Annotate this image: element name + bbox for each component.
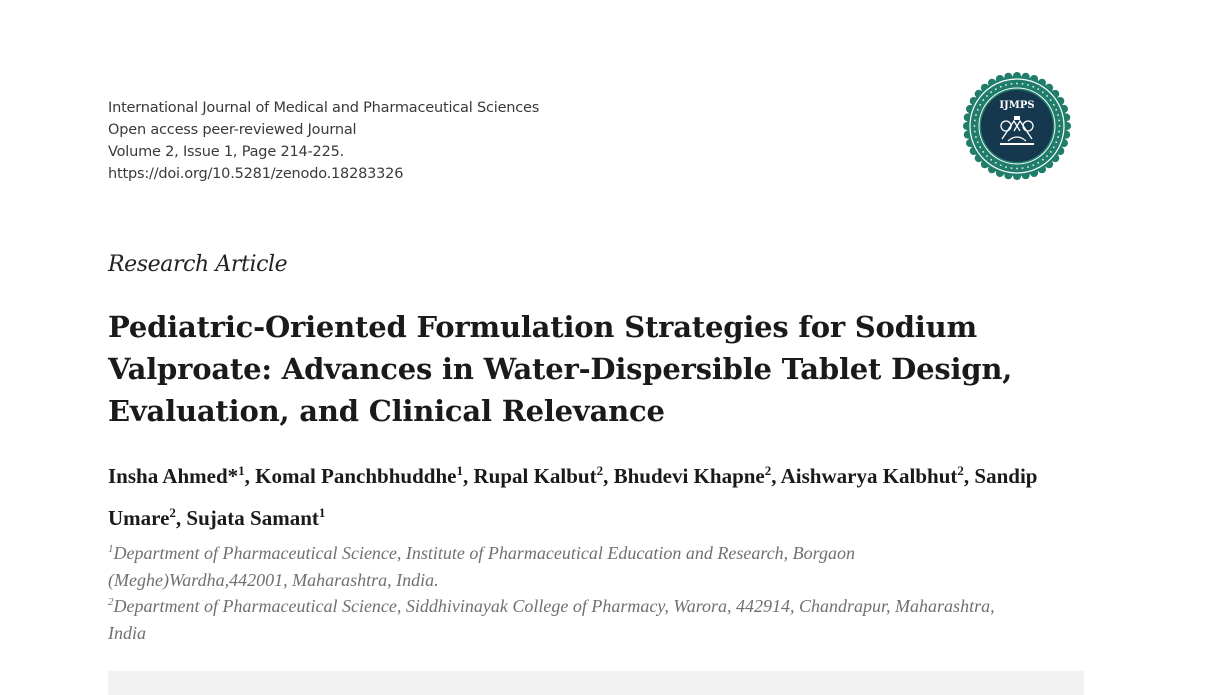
abstract-box xyxy=(108,671,1084,695)
affiliation-item xyxy=(108,540,1028,593)
journal-info xyxy=(108,97,539,185)
author-affiliation-mark: 2 xyxy=(764,463,772,478)
author-name: Bhudevi Khapne xyxy=(613,464,765,488)
author-name: Aishwarya Kalbhut xyxy=(780,464,958,488)
journal-seal-icon xyxy=(962,71,1072,181)
author-affiliation-mark: 2 xyxy=(596,463,604,478)
author-name: Insha Ahmed* xyxy=(108,464,239,488)
journal-doi-link[interactable]: https://doi.org/10.5281/zenodo.18283326 xyxy=(108,166,404,182)
author-separator: , xyxy=(462,464,474,488)
author-name: Sujata Samant xyxy=(186,506,319,530)
journal-access: Open access peer-reviewed Journal xyxy=(108,122,357,138)
affiliation-number: 2 xyxy=(108,596,114,608)
journal-name: International Journal of Medical and Pharmaceutical Sciences xyxy=(108,100,540,116)
article-type: Research Article xyxy=(108,252,288,277)
author-name: Komal Panchbhuddhe xyxy=(255,464,457,488)
logo-text: IJMPS xyxy=(999,100,1035,111)
author-name: Rupal Kalbut xyxy=(473,464,597,488)
author-separator: , xyxy=(244,464,256,488)
affiliation-text: Department of Pharmaceutical Science, Siddhivinayak College of Pharmacy, Warora, 442914, Chandrapur, Maharashtra, India xyxy=(108,596,995,643)
author-affiliation-mark: 1 xyxy=(318,505,326,520)
affiliation-number: 1 xyxy=(108,543,114,555)
author-affiliation-mark: 2 xyxy=(169,505,176,520)
author-name: Sandip Umare xyxy=(108,464,1038,530)
affiliation-text: Department of Pharmaceutical Science, Institute of Pharmaceutical Education and Research, Borgaon (Meghe)Wardha,442001, Maharashtra, India. xyxy=(108,543,855,590)
author-separator: , xyxy=(963,464,975,488)
journal-volume: Volume 2, Issue 1, Page 214-225. xyxy=(108,144,345,160)
author-separator: , xyxy=(771,464,781,488)
affiliation-item xyxy=(108,593,1028,646)
author-affiliation-mark: 1 xyxy=(456,463,463,478)
paper-title: Pediatric-Oriented Formulation Strategies for Sodium Valproate: Advances in Water-Dispersible Tablet Design, Evaluation, and Clinical Relevance xyxy=(108,310,1013,428)
affiliation-list xyxy=(108,540,1028,646)
author-affiliation-mark: 2 xyxy=(957,463,964,478)
journal-logo xyxy=(962,71,1072,181)
author-affiliation-mark: 1 xyxy=(238,463,245,478)
author-separator: , xyxy=(603,464,614,488)
author-list xyxy=(108,455,1068,539)
author-separator: , xyxy=(175,506,187,530)
